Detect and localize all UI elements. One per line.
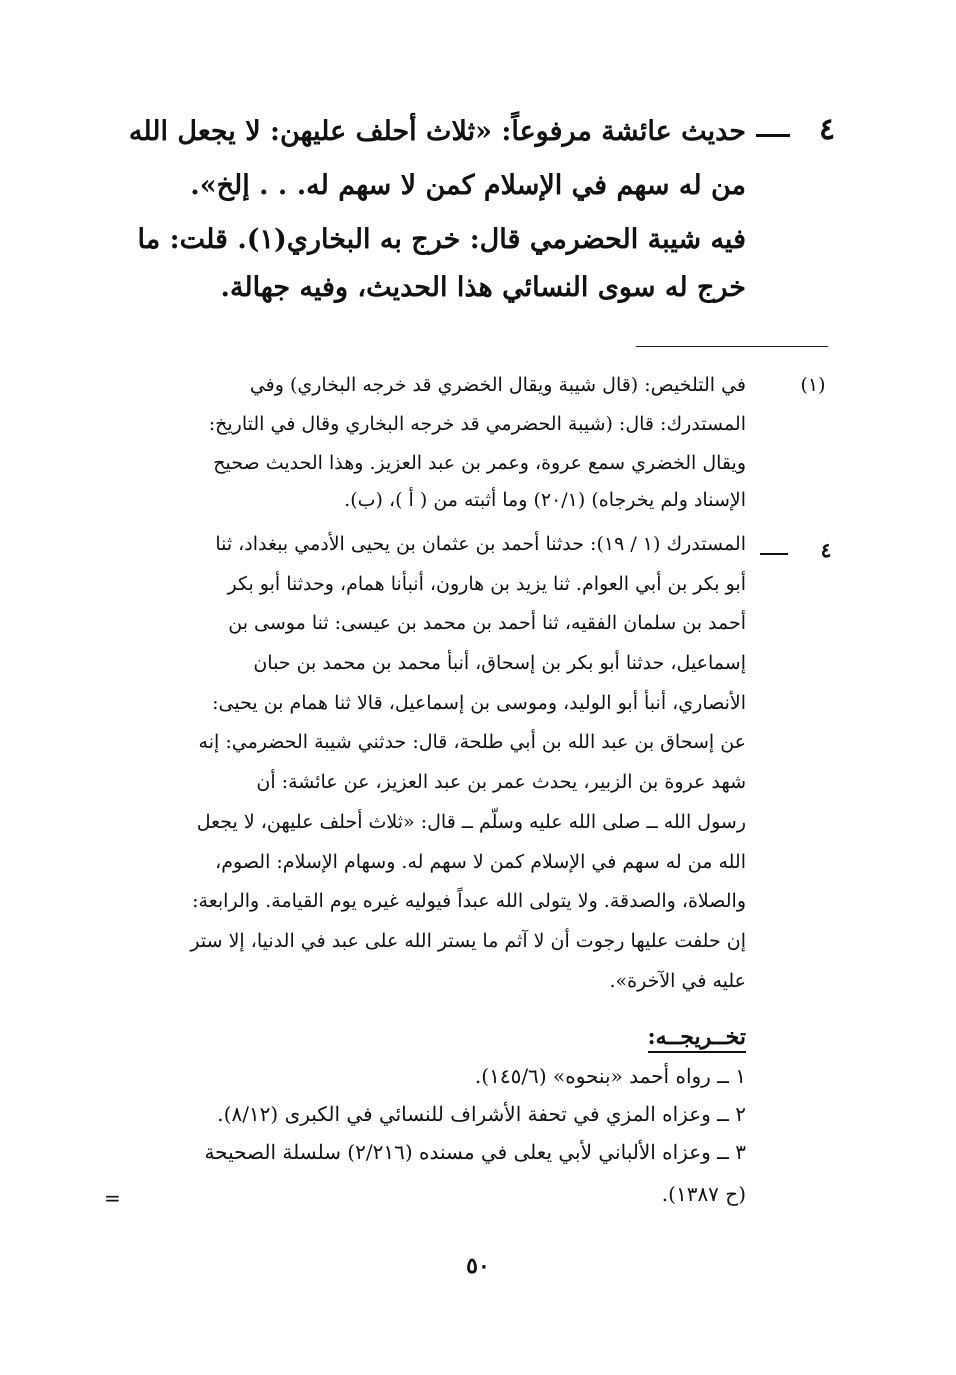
main-text-line: حديث عائشة مرفوعاً: «ثلاث أحلف عليهن: لا يجعل الله: [128, 116, 746, 147]
footnote-line: المستدرك: قال: (شيبة الحضرمي قد خرجه البخاري وقال في التاريخ:: [208, 413, 746, 435]
footnote-line: في التلخيص: (قال شيبة ويقال الخضري قد خرجه البخاري) وفي: [249, 374, 746, 396]
main-text-line: فيه شيبة الحضرمي قال: خرج به البخاري(١). قلت: ما: [137, 224, 746, 255]
page-number: ٥٠: [466, 1253, 490, 1279]
takhrij-line: ٢ ــ وعزاه المزي في تحفة الأشراف للنسائي في الكبرى (٨/١٢).: [217, 1102, 746, 1126]
footnote-line: الإسناد ولم يخرجاه) (٢٠/١) وما أثبته من ( أ )، (ب).: [344, 489, 746, 511]
appendix-line: الله من له سهم في الإسلام كمن لا سهم له. وسهام الإسلام: الصوم،: [215, 851, 746, 873]
appendix-line: عن إسحاق بن عبد الله بن أبي طلحة، قال: حدثني شيبة الحضرمي: إنه: [198, 731, 746, 753]
appendix-entry-number: ٤: [820, 538, 832, 562]
appendix-line: رسول الله ــ صلى الله عليه وسلّم ــ قال: «ثلاث أحلف عليهن، لا يجعل: [196, 811, 746, 833]
takhrij-heading: تخــريجــه:: [648, 1024, 746, 1053]
takhrij-line: (ح ١٣٨٧).: [661, 1182, 746, 1206]
appendix-line: أبو بكر بن أبي العوام. ثنا يزيد بن هارون، أنبأنا همام، وحدثنا أبو بكر: [227, 573, 746, 595]
appendix-line: أحمد بن سلمان الفقيه، ثنا أحمد بن محمد بن عيسى: ثنا موسى بن: [228, 612, 746, 634]
continuation-mark: =: [104, 1186, 121, 1210]
appendix-line: إن حلفت عليها رجوت أن لا آثم ما يستر الله على عبد في الدنيا، إلا ستر: [190, 930, 746, 952]
entry-dash: [756, 134, 790, 137]
main-text-line: من له سهم في الإسلام كمن لا سهم له. . . إلخ».: [190, 170, 746, 201]
appendix-line: إسماعيل، حدثنا أبو بكر بن إسحاق، أنبأ محمد بن محمد بن حبان: [253, 652, 746, 674]
takhrij-line: ٣ ــ وعزاه الألباني لأبي يعلى في مسنده (٢/٢١٦) سلسلة الصحيحة: [204, 1140, 746, 1164]
footnote-number: (١): [800, 374, 826, 396]
appendix-line: شهد عروة بن الزبير، يحدث عمر بن عبد العزيز، عن عائشة: أن: [256, 771, 746, 793]
entry-number: ٤: [818, 112, 836, 147]
appendix-line: عليه في الآخرة».: [609, 970, 746, 992]
appendix-entry-dash: [760, 553, 788, 555]
footnote-separator: [636, 346, 828, 347]
footnote-line: ويقال الخضري سمع عروة، وعمر بن عبد العزيز. وهذا الحديث صحيح: [213, 452, 746, 474]
appendix-line: المستدرك (١ / ١٩): حدثنا أحمد بن عثمان بن يحيى الأدمي ببغداد، ثنا: [215, 533, 746, 555]
main-text-line: خرج له سوى النسائي هذا الحديث، وفيه جهالة.: [220, 272, 746, 303]
takhrij-line: ١ ــ رواه أحمد «بنحوه» (١٤٥/٦).: [474, 1064, 746, 1088]
appendix-line: الأنصاري، أنبأ أبو الوليد، وموسى بن إسماعيل، قالا ثنا همام بن يحيى:: [212, 692, 746, 714]
appendix-line: والصلاة، والصدقة. ولا يتولى الله عبداً فيوليه غيره يوم القيامة. والرابعة:: [192, 890, 746, 912]
